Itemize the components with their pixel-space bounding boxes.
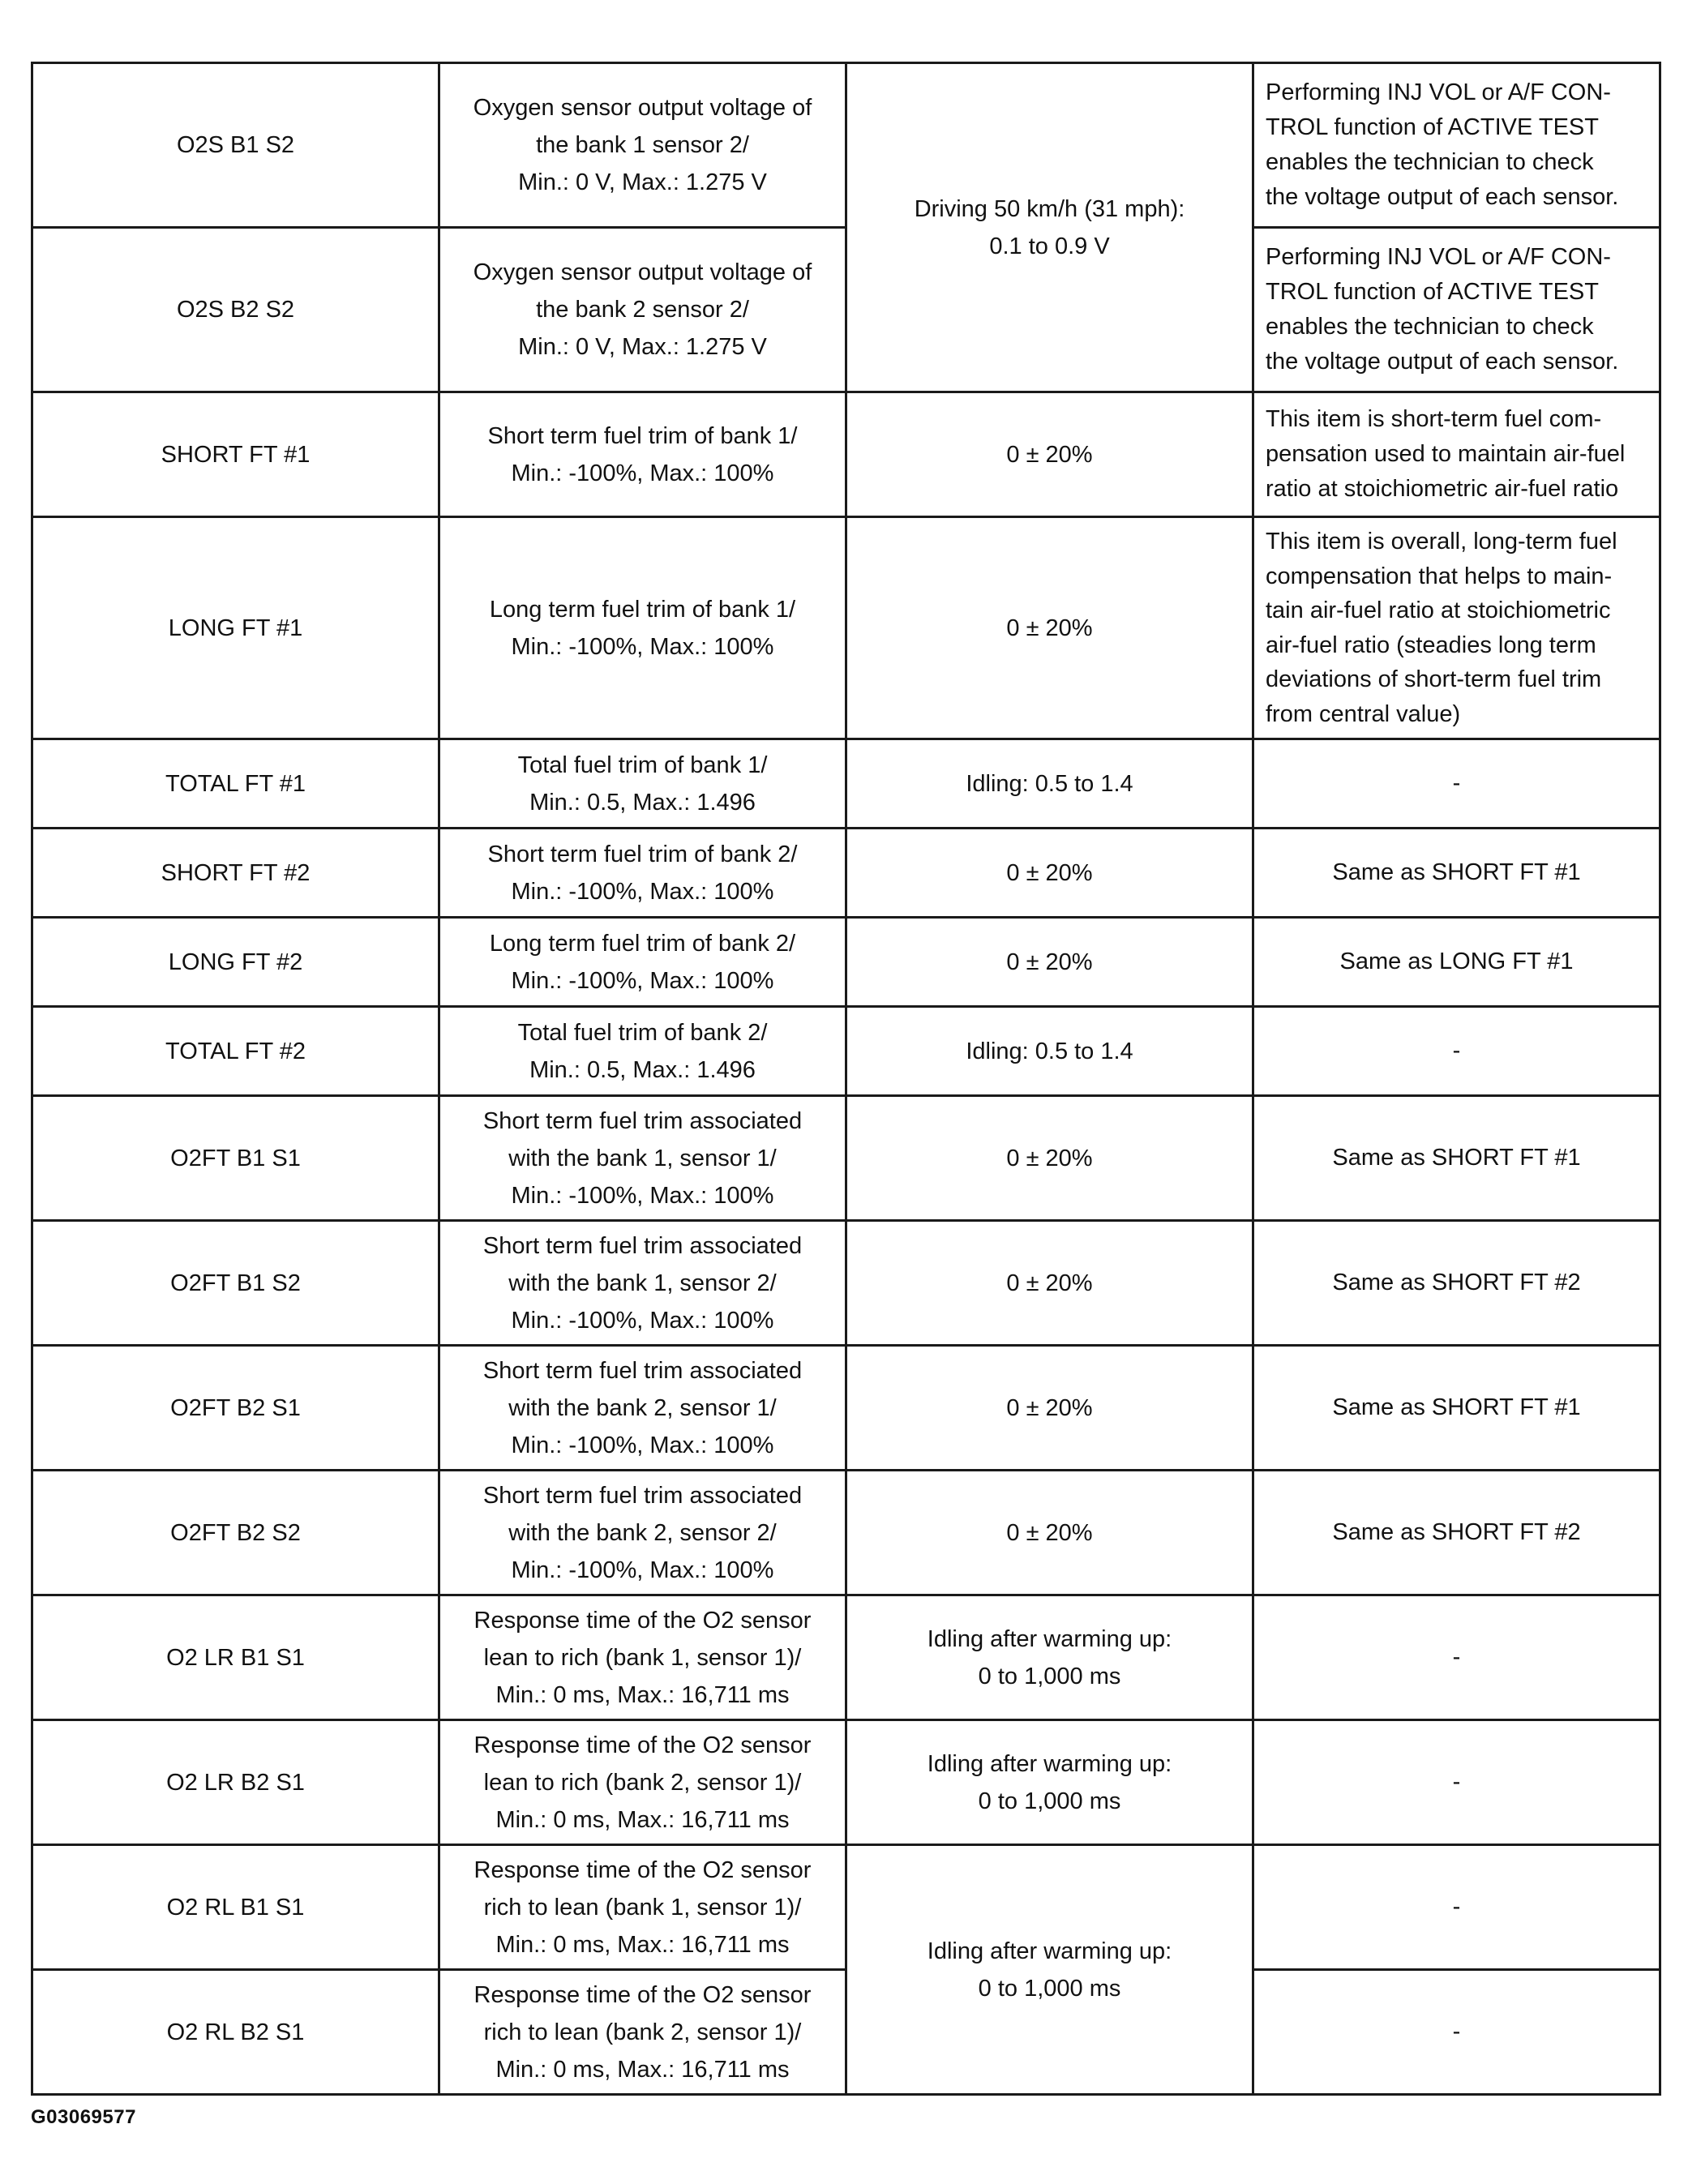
table-row xyxy=(32,392,1660,517)
table-row xyxy=(32,1845,1660,1970)
condition-cell: Idling: 0.5 to 1.4 xyxy=(846,1007,1253,1096)
item-cell: O2 LR B2 S1 xyxy=(32,1720,439,1845)
note-cell: Performing INJ VOL or A/F CON- TROL function of ACTIVE TEST enables the technician to check the voltage output of each sensor. xyxy=(1253,63,1660,228)
table-row xyxy=(32,1471,1660,1595)
table-row xyxy=(32,1096,1660,1221)
item-cell: O2 RL B1 S1 xyxy=(32,1845,439,1970)
note-cell: - xyxy=(1253,1595,1660,1720)
note-cell: Same as SHORT FT #2 xyxy=(1253,1221,1660,1346)
condition-cell: Idling after warming up: 0 to 1,000 ms xyxy=(846,1845,1253,2095)
item-cell: O2FT B1 S2 xyxy=(32,1221,439,1346)
data-list-table xyxy=(31,62,1661,2096)
figure-id-label: G03069577 xyxy=(31,2106,136,2128)
condition-cell: 0 ± 20% xyxy=(846,517,1253,739)
condition-cell: 0 ± 20% xyxy=(846,918,1253,1007)
note-cell: Same as SHORT FT #1 xyxy=(1253,1346,1660,1471)
item-cell: O2 RL B2 S1 xyxy=(32,1970,439,2095)
note-cell: Same as SHORT FT #1 xyxy=(1253,1096,1660,1221)
measurement-cell: Long term fuel trim of bank 2/ Min.: -100%, Max.: 100% xyxy=(439,918,846,1007)
note-cell: Same as SHORT FT #1 xyxy=(1253,829,1660,918)
measurement-cell: Total fuel trim of bank 2/ Min.: 0.5, Max.: 1.496 xyxy=(439,1007,846,1096)
measurement-cell: Response time of the O2 sensor rich to lean (bank 1, sensor 1)/ Min.: 0 ms, Max.: 16,711 ms xyxy=(439,1845,846,1970)
note-cell: - xyxy=(1253,739,1660,829)
item-cell: TOTAL FT #2 xyxy=(32,1007,439,1096)
item-cell: LONG FT #2 xyxy=(32,918,439,1007)
condition-cell: 0 ± 20% xyxy=(846,1346,1253,1471)
item-cell: LONG FT #1 xyxy=(32,517,439,739)
item-cell: SHORT FT #2 xyxy=(32,829,439,918)
note-cell: Same as SHORT FT #2 xyxy=(1253,1471,1660,1595)
table-row xyxy=(32,918,1660,1007)
note-cell: - xyxy=(1253,1720,1660,1845)
measurement-cell: Response time of the O2 sensor lean to rich (bank 1, sensor 1)/ Min.: 0 ms, Max.: 16,711 ms xyxy=(439,1595,846,1720)
note-cell: This item is short-term fuel com- pensation used to maintain air-fuel ratio at stoichiometric air-fuel ratio xyxy=(1253,392,1660,517)
note-cell: - xyxy=(1253,1007,1660,1096)
table-row xyxy=(32,63,1660,228)
item-cell: O2 LR B1 S1 xyxy=(32,1595,439,1720)
measurement-cell: Oxygen sensor output voltage of the bank 2 sensor 2/ Min.: 0 V, Max.: 1.275 V xyxy=(439,228,846,392)
table-row xyxy=(32,739,1660,829)
measurement-cell: Short term fuel trim associated with the bank 1, sensor 2/ Min.: -100%, Max.: 100% xyxy=(439,1221,846,1346)
table-row xyxy=(32,1007,1660,1096)
table-row xyxy=(32,1346,1660,1471)
item-cell: O2FT B1 S1 xyxy=(32,1096,439,1221)
data-list-sheet xyxy=(31,62,1659,2096)
note-cell: Performing INJ VOL or A/F CON- TROL function of ACTIVE TEST enables the technician to check the voltage output of each sensor. xyxy=(1253,228,1660,392)
condition-cell: Idling after warming up: 0 to 1,000 ms xyxy=(846,1595,1253,1720)
table-row xyxy=(32,1595,1660,1720)
condition-cell: 0 ± 20% xyxy=(846,1221,1253,1346)
condition-cell: Driving 50 km/h (31 mph): 0.1 to 0.9 V xyxy=(846,63,1253,392)
condition-cell: 0 ± 20% xyxy=(846,1096,1253,1221)
item-cell: TOTAL FT #1 xyxy=(32,739,439,829)
measurement-cell: Response time of the O2 sensor rich to lean (bank 2, sensor 1)/ Min.: 0 ms, Max.: 16,711 ms xyxy=(439,1970,846,2095)
condition-cell: 0 ± 20% xyxy=(846,392,1253,517)
measurement-cell: Total fuel trim of bank 1/ Min.: 0.5, Max.: 1.496 xyxy=(439,739,846,829)
measurement-cell: Short term fuel trim associated with the bank 1, sensor 1/ Min.: -100%, Max.: 100% xyxy=(439,1096,846,1221)
measurement-cell: Response time of the O2 sensor lean to rich (bank 2, sensor 1)/ Min.: 0 ms, Max.: 16,711 ms xyxy=(439,1720,846,1845)
measurement-cell: Short term fuel trim of bank 2/ Min.: -100%, Max.: 100% xyxy=(439,829,846,918)
measurement-cell: Short term fuel trim of bank 1/ Min.: -100%, Max.: 100% xyxy=(439,392,846,517)
note-cell: This item is overall, long-term fuel compensation that helps to main- tain air-fuel ratio at stoichiometric air-fuel ratio (steadies long term deviations of short-term fuel trim from central value) xyxy=(1253,517,1660,739)
item-cell: O2S B2 S2 xyxy=(32,228,439,392)
table-row xyxy=(32,1720,1660,1845)
note-cell: - xyxy=(1253,1970,1660,2095)
item-cell: O2FT B2 S2 xyxy=(32,1471,439,1595)
item-cell: SHORT FT #1 xyxy=(32,392,439,517)
condition-cell: 0 ± 20% xyxy=(846,829,1253,918)
item-cell: O2S B1 S2 xyxy=(32,63,439,228)
measurement-cell: Short term fuel trim associated with the bank 2, sensor 2/ Min.: -100%, Max.: 100% xyxy=(439,1471,846,1595)
item-cell: O2FT B2 S1 xyxy=(32,1346,439,1471)
table-row xyxy=(32,1221,1660,1346)
note-cell: Same as LONG FT #1 xyxy=(1253,918,1660,1007)
measurement-cell: Oxygen sensor output voltage of the bank 1 sensor 2/ Min.: 0 V, Max.: 1.275 V xyxy=(439,63,846,228)
measurement-cell: Long term fuel trim of bank 1/ Min.: -100%, Max.: 100% xyxy=(439,517,846,739)
measurement-cell: Short term fuel trim associated with the bank 2, sensor 1/ Min.: -100%, Max.: 100% xyxy=(439,1346,846,1471)
condition-cell: 0 ± 20% xyxy=(846,1471,1253,1595)
condition-cell: Idling: 0.5 to 1.4 xyxy=(846,739,1253,829)
condition-cell: Idling after warming up: 0 to 1,000 ms xyxy=(846,1720,1253,1845)
table-row xyxy=(32,517,1660,739)
note-cell: - xyxy=(1253,1845,1660,1970)
table-row xyxy=(32,829,1660,918)
